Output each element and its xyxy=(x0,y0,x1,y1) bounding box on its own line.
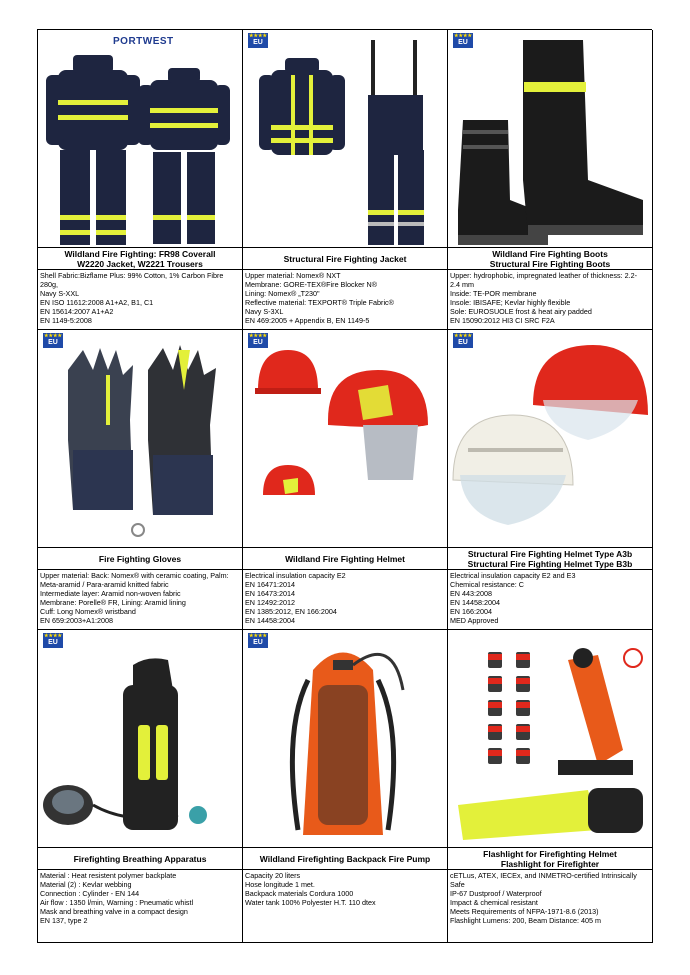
eu-stars-icon: ★★★★ xyxy=(249,33,267,39)
structural-helmet-spec-line: Electrical insulation capacity E2 and E3 xyxy=(450,571,576,580)
structural-jacket-specs xyxy=(243,270,448,330)
eu-badge-label: EU xyxy=(253,339,263,346)
flashlight-spec-line: Meets Requirements of NFPA-1971-8.6 (2013) xyxy=(450,907,599,917)
flashlight-image-cell xyxy=(448,630,653,848)
eu-stars-icon: ★★★★ xyxy=(454,333,472,339)
boots-illustration xyxy=(458,40,643,245)
structural-helmet-title-line: Structural Fire Fighting Helmet Type A3b xyxy=(467,548,633,559)
structural-jacket-image-cell xyxy=(243,30,448,248)
breathing-apparatus-title-line: Firefighting Breathing Apparatus xyxy=(73,853,207,864)
eu-stars-icon: ★★★★ xyxy=(249,633,267,639)
fr98-coverall-spec-line: 280g, xyxy=(40,280,58,290)
made-in-eu-badge xyxy=(43,633,63,648)
fire-boots-spec-line: Sole: EUROSUOLE frost & heat airy padded xyxy=(450,307,592,317)
wildland-helmet-spec-line: EN 16471:2014 xyxy=(245,580,295,590)
breathing-apparatus-spec-line: Material (2) : Kevlar webbing xyxy=(40,880,132,890)
made-in-eu-badge xyxy=(248,333,268,348)
breathing-apparatus-spec-line: Material : Heat resistent polymer backplate xyxy=(40,871,177,880)
structural-helmet-spec-line: MED Approved xyxy=(450,616,499,626)
fire-boots-title-line: Wildland Fire Fighting Boots xyxy=(492,248,608,259)
fire-boots-title-line: Structural Fire Fighting Boots xyxy=(489,258,611,269)
fr98-coverall-spec-line: Shell Fabric:Bizflame Plus: 99% Cotton, 1% Carbon Fibre xyxy=(40,271,224,280)
wildland-helmet-spec-line: EN 14458:2004 xyxy=(245,616,295,626)
catalog-sheet xyxy=(37,29,652,942)
eu-stars-icon: ★★★★ xyxy=(454,33,472,39)
fire-boots-specs xyxy=(448,270,653,330)
fr98-coverall-spec-line: EN ISO 11612:2008 A1+A2, B1, C1 xyxy=(40,298,154,308)
flashlight-spec-line: Safe xyxy=(450,880,465,890)
fire-boots-title xyxy=(448,248,653,270)
fr98-coverall-title-line: Wildland Fire Fighting: FR98 Coverall xyxy=(64,248,216,259)
made-in-eu-badge xyxy=(43,333,63,348)
breathing-apparatus-illustration xyxy=(43,658,207,830)
structural-helmet-spec-line: EN 166:2004 xyxy=(450,607,492,617)
structural-jacket-title-line: Structural Fire Fighting Jacket xyxy=(283,253,407,264)
fire-gloves-spec-line: EN 659:2003+A1:2008 xyxy=(40,616,113,626)
fire-gloves-image-cell xyxy=(38,330,243,548)
eu-badge-label: EU xyxy=(458,339,468,346)
made-in-eu-badge xyxy=(453,333,473,348)
made-in-eu-badge xyxy=(248,633,268,648)
fire-gloves-spec-line: Intermediate layer: Aramid non-woven fabric xyxy=(40,589,181,599)
structural-helmet-title-line: Structural Fire Fighting Helmet Type B3b xyxy=(467,558,633,569)
fr98-coverall-spec-line: Navy S-XXL xyxy=(40,289,80,299)
flashlight-spec-line: Impact & chemical resistant xyxy=(450,898,538,908)
backpack-pump-illustration xyxy=(292,653,403,836)
fr98-coverall-specs xyxy=(38,270,243,330)
eu-badge-label: EU xyxy=(458,39,468,46)
fire-gloves-title-line: Fire Fighting Gloves xyxy=(98,553,182,564)
fr98-coverall-title xyxy=(38,248,243,270)
eu-badge-label: EU xyxy=(48,339,58,346)
flashlight-illustration xyxy=(458,648,643,840)
flashlight-title-line: Flashlight for Firefighting Helmet xyxy=(483,848,617,859)
breathing-apparatus-specs xyxy=(38,870,243,943)
coverall-illustration xyxy=(46,55,140,245)
flashlight-spec-line: cETLus, ATEX, IECEx, and INMETRO-certified Intrinsically xyxy=(450,871,637,880)
structural-jacket-illustration xyxy=(259,58,345,155)
breathing-apparatus-title xyxy=(38,848,243,870)
eu-badge-label: EU xyxy=(253,39,263,46)
made-in-eu-badge xyxy=(248,33,268,48)
flashlight-spec-line: Flashlight Lumens: 200, Beam Distance: 405 m xyxy=(450,916,602,926)
wildland-helmet-specs xyxy=(243,570,448,630)
fire-boots-spec-line: EN 15090:2012 HI3 CI SRC F2A xyxy=(450,316,555,326)
backpack-pump-image-cell xyxy=(243,630,448,848)
gloves-illustration xyxy=(68,345,216,536)
fire-boots-spec-line: Upper: hydrophobic, impregnated leather of thickness: 2.2- xyxy=(450,271,637,280)
fire-boots-spec-line: Insole: IBISAFE; Kevlar highly flexible xyxy=(450,298,571,308)
structural-jacket-spec-line: Upper material: Nomex® NXT xyxy=(245,271,341,280)
fire-boots-spec-line: Inside: TE-POR membrane xyxy=(450,289,537,299)
breathing-apparatus-spec-line: Connection : Cylinder - EN 144 xyxy=(40,889,140,899)
structural-jacket-spec-line: Membrane: GORE-TEX®Fire Blocker N® xyxy=(245,280,378,290)
fire-gloves-specs xyxy=(38,570,243,630)
eu-stars-icon: ★★★★ xyxy=(44,633,62,639)
backpack-pump-title-line: Wildland Firefighting Backpack Fire Pump xyxy=(259,853,431,864)
fire-gloves-title xyxy=(38,548,243,570)
structural-jacket-spec-line: Lining: Nomex® „T230" xyxy=(245,289,320,299)
structural-jacket-spec-line: Reflective material: TEXPORT® Triple Fabric® xyxy=(245,298,394,308)
structural-helmet-specs xyxy=(448,570,653,630)
backpack-pump-spec-line: Hose longitude 1 met. xyxy=(245,880,315,890)
made-in-eu-badge xyxy=(453,33,473,48)
breathing-apparatus-spec-line: EN 137, type 2 xyxy=(40,916,88,926)
structural-helmet-spec-line: EN 14458:2004 xyxy=(450,598,500,608)
backpack-pump-spec-line: Water tank 100% Polyester H.T. 110 dtex xyxy=(245,898,376,908)
wildland-helmet-title-line: Wildland Fire Fighting Helmet xyxy=(285,553,405,564)
backpack-pump-specs xyxy=(243,870,448,943)
fire-boots-spec-line: 2.4 mm xyxy=(450,280,474,290)
fr98-coverall-spec-line: EN 15614:2007 A1+A2 xyxy=(40,307,114,317)
eu-badge-label: EU xyxy=(48,639,58,646)
fire-gloves-spec-line: Membrane: Porelle® FR, Lining: Aramid lining xyxy=(40,598,186,608)
flashlight-title-line: Flashlight for Firefighter xyxy=(500,858,600,869)
fire-boots-image-cell xyxy=(448,30,653,248)
wildland-helmet-image-cell xyxy=(243,330,448,548)
wildland-helmet-spec-line: EN 1385:2012, EN 166:2004 xyxy=(245,607,337,617)
fire-gloves-spec-line: Cuff: Long Nomex® wristband xyxy=(40,607,136,617)
eu-stars-icon: ★★★★ xyxy=(44,333,62,339)
wildland-helmet-spec-line: EN 12492:2012 xyxy=(245,598,295,608)
flashlight-spec-line: IP-67 Dustproof / Waterproof xyxy=(450,889,542,899)
structural-helmet-image-cell xyxy=(448,330,653,548)
backpack-pump-spec-line: Backpack materials Cordura 1000 xyxy=(245,889,354,899)
wildland-helmet-spec-line: Electrical insulation capacity E2 xyxy=(245,571,346,580)
structural-trousers-illustration xyxy=(368,40,424,245)
wildland-helmet-title xyxy=(243,548,448,570)
fr98-coverall-image-cell xyxy=(38,30,243,248)
fire-gloves-spec-line: Upper material: Back: Nomex® with ceramic coating, Palm: xyxy=(40,571,229,580)
structural-helmet-illustration xyxy=(453,345,648,525)
fr98-coverall-spec-line: EN 1149-5:2008 xyxy=(40,316,92,326)
wildland-helmet-illustration xyxy=(255,350,428,495)
eu-stars-icon: ★★★★ xyxy=(249,333,267,339)
structural-helmet-spec-line: EN 443:2008 xyxy=(450,589,492,599)
backpack-pump-spec-line: Capacity 20 liters xyxy=(245,871,301,880)
flashlight-title xyxy=(448,848,653,870)
eu-badge-label: EU xyxy=(253,639,263,646)
fire-gloves-spec-line: Meta-aramid / Para-aramid knitted fabric xyxy=(40,580,169,590)
structural-jacket-title xyxy=(243,248,448,270)
fr98-coverall-title-line: W2220 Jacket, W2221 Trousers xyxy=(77,258,203,269)
product-grid xyxy=(37,29,652,943)
brand-logo: PORTWEST xyxy=(113,36,174,47)
breathing-apparatus-spec-line: Mask and breathing valve in a compact design xyxy=(40,907,188,917)
structural-jacket-spec-line: Navy S-3XL xyxy=(245,307,284,317)
breathing-apparatus-spec-line: Air flow : 1350 l/min, Warning : Pneumatic whistl xyxy=(40,898,194,908)
breathing-apparatus-image-cell xyxy=(38,630,243,848)
backpack-pump-title xyxy=(243,848,448,870)
flashlight-specs xyxy=(448,870,653,943)
wildland-helmet-spec-line: EN 16473:2014 xyxy=(245,589,295,599)
jacket-trousers-illustration xyxy=(138,68,230,244)
structural-helmet-spec-line: Chemical resistance: C xyxy=(450,580,524,590)
structural-jacket-spec-line: EN 469:2005 + Appendix B, EN 1149-5 xyxy=(245,316,370,326)
structural-helmet-title xyxy=(448,548,653,570)
